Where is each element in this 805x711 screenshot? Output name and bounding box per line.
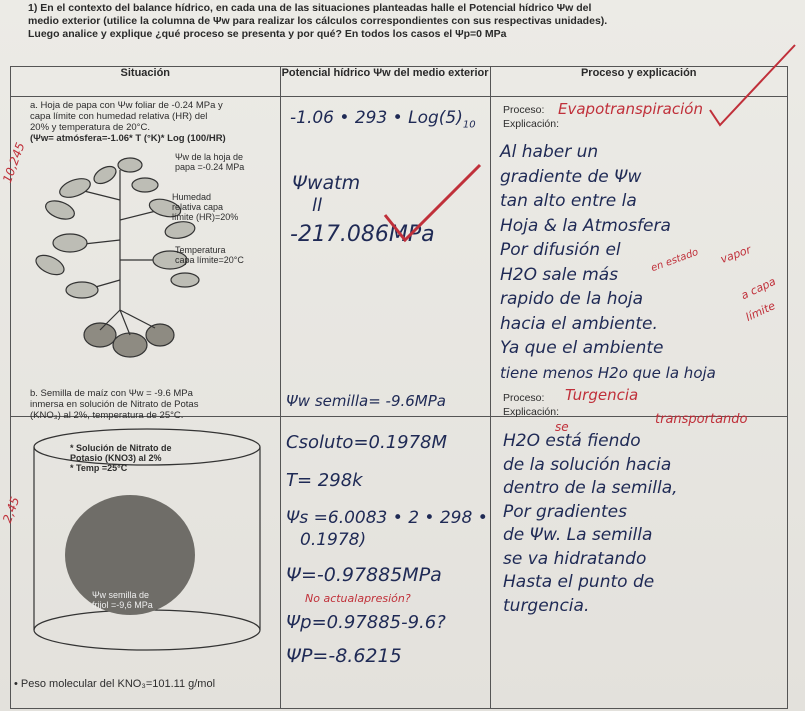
row-a-description <box>30 100 290 144</box>
row-b-margin-grade: 2,45 <box>0 494 23 525</box>
question-line-3: Luego analice y explique ¿qué proceso se presenta y por qué? En todos los casos el Ψp=0 MPa <box>28 28 507 40</box>
seed-label-2: frijol =-9,6 MPa <box>92 600 153 610</box>
row-a-formula: (Ψw= atmósfera=-1.06* T (°K)* Log (100/HR) <box>30 133 226 144</box>
humidity-label-2: relativa capa <box>172 202 224 212</box>
row-a-proceso-label: Proceso: <box>503 104 545 116</box>
row-a-calc-1-subscript: 10 <box>462 119 476 131</box>
row-b-calc-4: Ψs =6.0083 • 2 • 298 • <box>286 508 488 528</box>
row-a-potencial <box>280 97 490 417</box>
solution-label-2: Potasio (KNO3) al 2% <box>70 453 162 463</box>
row-b-calc-7: Ψp=0.97885-9.6? <box>286 612 446 633</box>
row-b-exp-line: se va hidratando <box>503 548 647 569</box>
row-a-exp-line: rapido de la hoja <box>500 289 644 309</box>
row-b-proceso-value: Turgencia <box>565 386 639 404</box>
row-b-exp-line: dentro de la semilla, <box>503 478 678 498</box>
row-a-exp-line: H2O sale más <box>500 264 619 285</box>
row-b-exp-line: de Ψw. La semilla <box>503 525 653 545</box>
row-b-exp-line: H2O está fiendo <box>503 431 641 451</box>
row-b-exp-line: turgencia. <box>503 595 590 616</box>
solution-label <box>70 443 172 473</box>
check-mark-a <box>380 160 490 250</box>
row-a-exp-line: Por difusión el <box>500 240 621 260</box>
row-a-calc-1-text: -1.06 • 293 • Log(5) <box>290 108 463 128</box>
row-b-calc-8: ΨP=-8.6215 <box>286 645 402 667</box>
row-b-exp-line: de la solución hacia <box>503 454 672 475</box>
row-a-exp-line: Ya que el ambiente <box>500 338 664 358</box>
row-b-text-1: b. Semilla de maíz con Ψw = -9.6 MPa <box>30 388 193 399</box>
row-a-exp-line: Hoja & la Atmosfera <box>500 215 671 236</box>
row-a-exp-line: tan alto entre la <box>500 191 637 211</box>
molecular-weight-note: • Peso molecular del KNO₃=101.11 g/mol <box>14 678 216 690</box>
row-a-text-3: 20% y temperatura de 20°C. <box>30 122 150 133</box>
row-a-text-1: a. Hoja de papa con Ψw foliar de -0.24 MPa y <box>30 100 223 111</box>
row-b-exp-line: Por gradientes <box>503 501 627 522</box>
row-b-text-2: inmersa en solución de Nitrato de Potas <box>30 399 199 410</box>
humidity-label-1: Humedad <box>172 192 212 202</box>
row-a-red-note-3: a capa <box>738 274 778 303</box>
row-b-calc-2: Csoluto=0.1978M <box>286 432 448 453</box>
humidity-label <box>172 192 238 222</box>
seed-label <box>92 590 153 610</box>
row-b-proceso-label: Proceso: <box>503 392 545 404</box>
row-a-proceso-value: Evapotranspiración <box>558 100 703 118</box>
row-b-calc-3: T= 298k <box>286 470 363 491</box>
row-a-calc-3: ll <box>312 195 323 216</box>
temp-label-2: capa límite=20°C <box>175 255 244 265</box>
row-b-calc-1: Ψw semilla= -9.6MPa <box>286 392 446 410</box>
question-text <box>28 2 798 41</box>
leaf-potential-label <box>175 152 244 172</box>
header-potencial: Potencial hídrico Ψw del medio exterior <box>280 67 490 97</box>
solution-label-1: * Solución de Nitrato de <box>70 443 172 453</box>
row-b-calc-5: 0.1978) <box>300 530 367 550</box>
row-a-calc-2: Ψwatm <box>292 172 361 194</box>
seed-label-1: Ψw semilla de <box>92 590 150 600</box>
question-line-2: medio exterior (utilice la columna de Ψw para realizar los cálculos correspondientes con sus respectivas unidades). <box>28 15 608 27</box>
row-a-explicacion-label: Explicación: <box>503 118 560 130</box>
row-a-exp-line: tiene menos H2o que la hoja <box>500 363 716 382</box>
row-a-exp-line: gradiente de Ψw <box>500 166 642 187</box>
row-b-explicacion-label: Explicación: <box>503 406 560 418</box>
row-a-red-note-4: límite <box>743 299 778 324</box>
header-situacion: Situación <box>11 67 281 97</box>
temperature-label <box>175 245 244 265</box>
header-proceso: Proceso y explicación <box>490 67 787 97</box>
leaf-label-1: Ψw de la hoja de <box>175 152 244 162</box>
question-line-1: 1) En el contexto del balance hídrico, en cada una de las situaciones planteadas halle el Potencial hídrico Ψw del <box>28 2 592 14</box>
row-b-explanation <box>503 430 788 618</box>
row-b-description <box>30 388 290 421</box>
row-b-red-note-2: transportando <box>655 412 748 427</box>
row-a-red-note-1: en estado <box>649 246 700 275</box>
row-a-calc-4: -217.086MPa <box>290 222 435 247</box>
row-a-red-note-2: vapor <box>718 243 753 266</box>
row-b-red-note: No actualapresión? <box>305 592 411 605</box>
temp-label-1: Temperatura <box>175 245 226 255</box>
row-a-margin-grade: 10,245 <box>0 140 28 185</box>
check-mark-a-proc <box>700 40 800 130</box>
row-b-red-note-3: se <box>555 420 569 434</box>
row-b-text-3: (KNO₃) al 2%, temperatura de 25°C. <box>30 410 184 421</box>
row-a-exp-line: hacia el ambiente. <box>500 313 658 334</box>
row-b-exp-line: Hasta el punto de <box>503 572 655 592</box>
row-a-text-2: capa límite con humedad relativa (HR) del <box>30 111 208 122</box>
row-a-explanation <box>500 140 790 385</box>
row-a-exp-line: Al haber un <box>500 142 599 162</box>
leaf-label-2: papa =-0.24 MPa <box>175 162 245 172</box>
row-a-calc-1 <box>290 108 476 130</box>
solution-label-3: * Temp =25°C <box>70 463 128 473</box>
humidity-label-3: límite (HR)=20% <box>172 212 239 222</box>
row-b-calc-6: Ψ=-0.97885MPa <box>286 564 442 586</box>
